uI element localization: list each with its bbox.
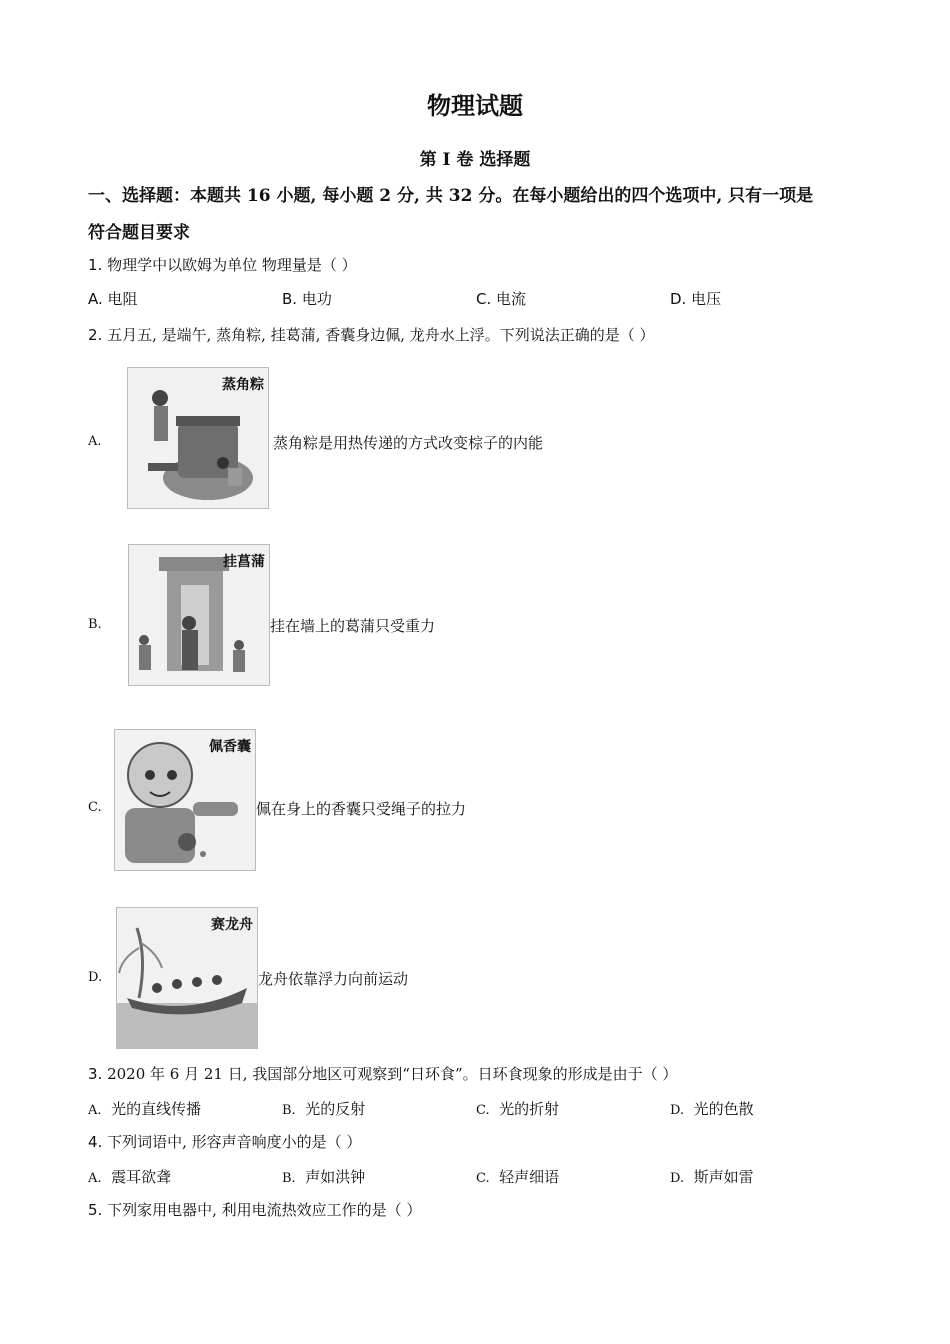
picture-label: 蒸角粽 bbox=[222, 377, 264, 393]
q2-option-b-picture bbox=[128, 544, 270, 686]
picture-label: 赛龙舟 bbox=[211, 917, 253, 933]
q3-option-b[interactable]: B. 光的反射 bbox=[282, 1100, 366, 1118]
question-number: 1. bbox=[88, 256, 103, 274]
q3-option-c[interactable]: C. 光的折射 bbox=[476, 1100, 560, 1118]
q3-option-d[interactable]: D. 光的色散 bbox=[670, 1100, 754, 1118]
q2-option-a-text[interactable]: 蒸角粽是用热传递的方式改变棕子的内能 bbox=[273, 434, 544, 452]
q2-option-c-picture bbox=[114, 729, 256, 871]
question-2 bbox=[88, 324, 655, 345]
q1-option-a[interactable]: A. 电阻 bbox=[88, 290, 138, 308]
q1-option-d[interactable]: D. 电压 bbox=[670, 290, 722, 308]
question-4 bbox=[88, 1131, 361, 1152]
q2-option-d-picture bbox=[116, 907, 258, 1049]
q2-option-a-letter: A. bbox=[88, 434, 102, 449]
q1-option-c[interactable]: C. 电流 bbox=[476, 290, 527, 308]
question-number: 4. bbox=[88, 1133, 103, 1151]
question-number: 3. bbox=[88, 1065, 103, 1083]
question-text: 下列家用电器中, 利用电流热效应工作的是（ ） bbox=[107, 1201, 422, 1219]
section-instructions-line1: 一、选择题：本题共 16 小题, 每小题 2 分, 共 32 分。在每小题给出的四个选项中, 只有一项是 bbox=[88, 186, 814, 206]
q4-option-d[interactable]: D. 斯声如雷 bbox=[670, 1168, 754, 1186]
q2-option-a-picture bbox=[127, 367, 269, 509]
section-subtitle: 第 I 卷 选择题 bbox=[419, 150, 531, 170]
q4-option-c[interactable]: C. 轻声细语 bbox=[476, 1168, 560, 1186]
section-instructions-line2: 符合题目要求 bbox=[88, 223, 190, 243]
picture-label: 挂菖蒲 bbox=[223, 554, 265, 570]
page-title: 物理试题 bbox=[427, 91, 523, 120]
q2-option-d-text[interactable]: 龙舟依靠浮力向前运动 bbox=[258, 970, 409, 988]
q2-option-b-text[interactable]: 挂在墙上的葛蒲只受重力 bbox=[270, 617, 436, 635]
q2-option-b-letter: B. bbox=[88, 617, 102, 632]
question-text: 五月五, 是端午, 蒸角粽, 挂葛蒲, 香囊身边佩, 龙舟水上浮。下列说法正确的是（ ） bbox=[107, 326, 655, 344]
picture-label: 佩香囊 bbox=[209, 739, 251, 755]
q4-option-a[interactable]: A. 震耳欲聋 bbox=[88, 1168, 172, 1186]
q2-option-d-letter: D. bbox=[88, 970, 103, 985]
q1-option-b[interactable]: B. 电功 bbox=[282, 290, 332, 308]
q3-option-a[interactable]: A. 光的直线传播 bbox=[88, 1100, 202, 1118]
q2-option-c-letter: C. bbox=[88, 800, 102, 815]
question-5 bbox=[88, 1199, 421, 1220]
question-number: 5. bbox=[88, 1201, 103, 1219]
q2-option-c-text[interactable]: 佩在身上的香囊只受绳子的拉力 bbox=[256, 800, 467, 818]
question-text: 2020 年 6 月 21 日, 我国部分地区可观察到“日环食”。日环食现象的形成是由于（ ） bbox=[107, 1065, 678, 1083]
question-1 bbox=[88, 254, 357, 275]
question-number: 2. bbox=[88, 326, 103, 344]
question-text: 下列词语中, 形容声音响度小的是（ ） bbox=[107, 1133, 362, 1151]
q4-option-b[interactable]: B. 声如洪钟 bbox=[282, 1168, 366, 1186]
question-3 bbox=[88, 1063, 677, 1084]
question-text: 物理学中以欧姆为单位 物理量是（ ） bbox=[107, 256, 357, 274]
